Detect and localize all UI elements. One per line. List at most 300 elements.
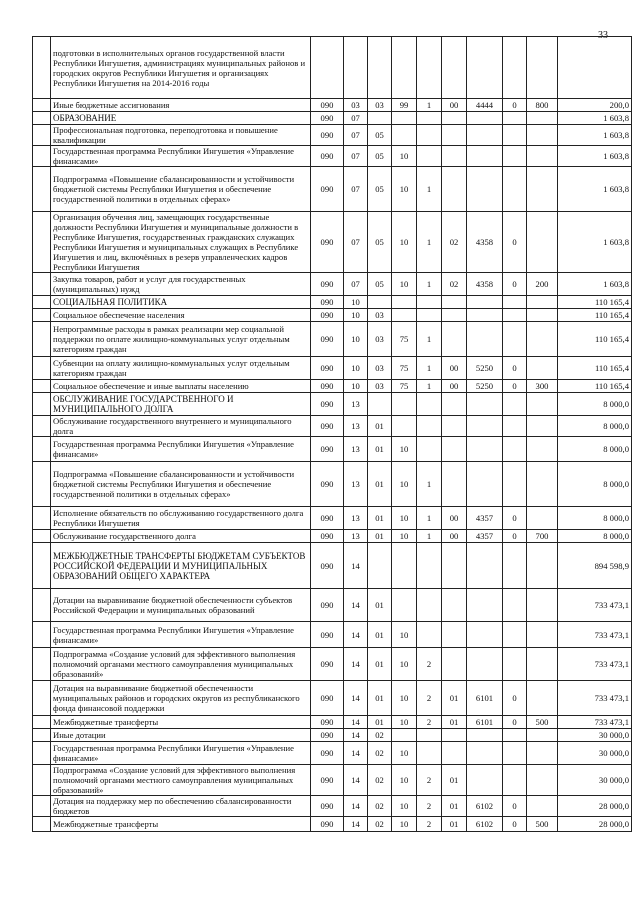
row-code: 10: [344, 357, 368, 380]
row-sum: [558, 37, 632, 99]
table-row: [33, 648, 632, 681]
table-row: [33, 37, 632, 99]
row-sum: 30 000,0: [558, 729, 632, 742]
row-code: [503, 462, 527, 507]
row-sum: 8 000,0: [558, 416, 632, 437]
row-code: 02: [368, 817, 392, 832]
row-code: 2: [417, 817, 442, 832]
row-code: [368, 37, 392, 99]
row-code: [503, 167, 527, 212]
row-name: Подпрограмма «Создание условий для эффективного выполнения полномочий органами местного самоуправления муниципальных образований»: [51, 648, 311, 681]
row-code: 4444: [467, 99, 503, 112]
row-name: Закупка товаров, работ и услуг для государственных (муниципальных) нужд: [51, 273, 311, 296]
row-code: [417, 125, 442, 146]
row-name: МЕЖБЮДЖЕТНЫЕ ТРАНСФЕРТЫ БЮДЖЕТАМ СУБЪЕКТОВ РОССИЙСКОЙ ФЕДЕРАЦИИ И МУНИЦИПАЛЬНЫХ ОБРАЗОВАНИЙ ОБЩЕГО ХАРАКТЕРА: [51, 543, 311, 589]
row-code: [527, 765, 558, 796]
row-name: Исполнение обязательств по обслуживанию государственного долга Республики Ингушетия: [51, 507, 311, 530]
table-row: [33, 322, 632, 357]
row-code: [467, 125, 503, 146]
row-blank-cell: [33, 589, 51, 622]
row-sum: 28 000,0: [558, 817, 632, 832]
row-blank-cell: [33, 37, 51, 99]
row-code: [527, 322, 558, 357]
row-code: [527, 146, 558, 167]
table-row: [33, 357, 632, 380]
row-blank-cell: [33, 437, 51, 462]
row-code: [392, 416, 417, 437]
row-code: 0: [503, 380, 527, 393]
row-code: 090: [311, 765, 344, 796]
row-name: Подпрограмма «Повышение сбалансированности и устойчивости бюджетной системы Республики Ингушетия и обеспечение государственной политики в отдельных сферах»: [51, 462, 311, 507]
row-code: 0: [503, 357, 527, 380]
table-row: [33, 167, 632, 212]
row-code: [503, 309, 527, 322]
row-name: Государственная программа Республики Ингушетия «Управление финансами»: [51, 146, 311, 167]
row-name: Государственная программа Республики Ингушетия «Управление финансами»: [51, 437, 311, 462]
row-sum: 200,0: [558, 99, 632, 112]
row-name: Межбюджетные трансферты: [51, 716, 311, 729]
row-blank-cell: [33, 530, 51, 543]
row-code: 2: [417, 716, 442, 729]
row-code: [442, 622, 467, 648]
row-code: [527, 589, 558, 622]
row-code: 00: [442, 99, 467, 112]
row-code: [503, 112, 527, 125]
row-blank-cell: [33, 112, 51, 125]
row-code: [467, 112, 503, 125]
row-blank-cell: [33, 817, 51, 832]
row-blank-cell: [33, 765, 51, 796]
row-code: [417, 37, 442, 99]
table-row: [33, 393, 632, 416]
row-code: [417, 742, 442, 765]
row-code: [311, 37, 344, 99]
row-code: 2: [417, 681, 442, 716]
row-code: 2: [417, 648, 442, 681]
row-code: 01: [368, 507, 392, 530]
row-blank-cell: [33, 273, 51, 296]
row-code: 090: [311, 99, 344, 112]
row-blank-cell: [33, 212, 51, 273]
row-sum: 110 165,4: [558, 357, 632, 380]
row-code: [503, 742, 527, 765]
row-blank-cell: [33, 309, 51, 322]
row-code: 05: [368, 146, 392, 167]
row-blank-cell: [33, 296, 51, 309]
table-row: [33, 380, 632, 393]
table-row: [33, 765, 632, 796]
row-sum: 1 603,8: [558, 212, 632, 273]
row-code: [392, 37, 417, 99]
row-code: 4358: [467, 212, 503, 273]
row-code: 01: [368, 462, 392, 507]
row-code: [392, 393, 417, 416]
row-code: [442, 729, 467, 742]
row-code: 1: [417, 99, 442, 112]
row-blank-cell: [33, 357, 51, 380]
row-code: [368, 296, 392, 309]
row-code: 01: [442, 817, 467, 832]
row-code: 01: [368, 416, 392, 437]
row-name: ОБРАЗОВАНИЕ: [51, 112, 311, 125]
row-code: [503, 765, 527, 796]
table-row: [33, 622, 632, 648]
row-code: 10: [392, 622, 417, 648]
row-code: 10: [392, 765, 417, 796]
row-code: [442, 416, 467, 437]
row-code: 090: [311, 112, 344, 125]
row-code: 14: [344, 681, 368, 716]
row-sum: 733 473,1: [558, 716, 632, 729]
row-code: [392, 543, 417, 589]
row-code: [503, 589, 527, 622]
row-code: [527, 112, 558, 125]
row-code: [467, 765, 503, 796]
row-code: [368, 112, 392, 125]
row-code: [467, 742, 503, 765]
row-code: 10: [392, 273, 417, 296]
row-code: 0: [503, 273, 527, 296]
row-code: 03: [368, 99, 392, 112]
row-code: [442, 742, 467, 765]
row-blank-cell: [33, 622, 51, 648]
row-code: [467, 296, 503, 309]
row-code: 05: [368, 167, 392, 212]
row-code: 1: [417, 507, 442, 530]
row-code: [392, 309, 417, 322]
row-code: 03: [368, 322, 392, 357]
row-code: 090: [311, 796, 344, 817]
row-code: 10: [344, 322, 368, 357]
row-code: 13: [344, 507, 368, 530]
row-code: [344, 37, 368, 99]
row-code: [527, 37, 558, 99]
row-code: [503, 543, 527, 589]
row-code: [442, 393, 467, 416]
row-code: 07: [344, 112, 368, 125]
row-code: 2: [417, 796, 442, 817]
row-code: 10: [392, 530, 417, 543]
row-code: [368, 543, 392, 589]
row-code: 090: [311, 817, 344, 832]
row-code: 00: [442, 357, 467, 380]
row-name: Подпрограмма «Повышение сбалансированности и устойчивости бюджетной системы Республики Ингушетия и обеспечение государственной политики в отдельных сферах»: [51, 167, 311, 212]
row-code: [392, 589, 417, 622]
row-code: 10: [392, 462, 417, 507]
row-code: [442, 322, 467, 357]
row-code: 13: [344, 393, 368, 416]
table-row: [33, 742, 632, 765]
row-code: 4358: [467, 273, 503, 296]
table-row: [33, 437, 632, 462]
row-code: [503, 125, 527, 146]
table-row: [33, 273, 632, 296]
row-code: [503, 393, 527, 416]
row-code: [467, 437, 503, 462]
row-blank-cell: [33, 393, 51, 416]
row-code: [442, 296, 467, 309]
row-code: [503, 437, 527, 462]
row-code: 700: [527, 530, 558, 543]
row-code: 13: [344, 437, 368, 462]
row-code: 05: [368, 212, 392, 273]
table-row: [33, 416, 632, 437]
row-name: Социальное обеспечение населения: [51, 309, 311, 322]
row-blank-cell: [33, 507, 51, 530]
row-code: 090: [311, 543, 344, 589]
row-name: Профессиональная подготовка, переподготовка и повышение квалификации: [51, 125, 311, 146]
row-code: 02: [442, 273, 467, 296]
row-code: 090: [311, 416, 344, 437]
row-code: 0: [503, 716, 527, 729]
row-code: 500: [527, 716, 558, 729]
row-code: 0: [503, 796, 527, 817]
row-code: 0: [503, 817, 527, 832]
row-name: Дотация на поддержку мер по обеспечению сбалансированности бюджетов: [51, 796, 311, 817]
row-code: 1: [417, 212, 442, 273]
row-blank-cell: [33, 125, 51, 146]
row-code: [527, 167, 558, 212]
row-code: 090: [311, 273, 344, 296]
row-code: 02: [368, 765, 392, 796]
table-row: [33, 125, 632, 146]
row-code: 090: [311, 393, 344, 416]
row-code: 1: [417, 322, 442, 357]
row-code: 5250: [467, 357, 503, 380]
budget-table: [32, 36, 632, 832]
row-sum: 30 000,0: [558, 765, 632, 796]
row-name: Обслуживание государственного внутреннего и муниципального долга: [51, 416, 311, 437]
row-code: [417, 112, 442, 125]
row-code: 10: [392, 167, 417, 212]
row-name: Иные бюджетные ассигнования: [51, 99, 311, 112]
row-code: 090: [311, 167, 344, 212]
table-row: [33, 146, 632, 167]
table-row: [33, 309, 632, 322]
row-code: [368, 393, 392, 416]
row-code: 75: [392, 322, 417, 357]
row-code: [467, 167, 503, 212]
row-code: 14: [344, 716, 368, 729]
row-code: 01: [368, 648, 392, 681]
row-code: 75: [392, 357, 417, 380]
row-code: 14: [344, 543, 368, 589]
row-name: Государственная программа Республики Ингушетия «Управление финансами»: [51, 742, 311, 765]
row-code: [442, 543, 467, 589]
row-code: 090: [311, 125, 344, 146]
row-code: [527, 125, 558, 146]
table-row: [33, 543, 632, 589]
row-code: 14: [344, 589, 368, 622]
row-code: 03: [368, 380, 392, 393]
row-code: 02: [368, 729, 392, 742]
row-code: 0: [503, 530, 527, 543]
row-code: 01: [442, 681, 467, 716]
row-code: [467, 37, 503, 99]
table-row: [33, 112, 632, 125]
row-code: [467, 146, 503, 167]
row-blank-cell: [33, 543, 51, 589]
row-sum: 733 473,1: [558, 622, 632, 648]
row-code: 090: [311, 622, 344, 648]
row-code: 07: [344, 146, 368, 167]
row-blank-cell: [33, 380, 51, 393]
row-sum: 1 603,8: [558, 273, 632, 296]
row-code: [442, 589, 467, 622]
row-code: 10: [392, 212, 417, 273]
row-sum: 30 000,0: [558, 742, 632, 765]
row-code: 1: [417, 357, 442, 380]
row-code: 00: [442, 530, 467, 543]
row-name: Иные дотации: [51, 729, 311, 742]
row-code: 090: [311, 648, 344, 681]
table-row: [33, 681, 632, 716]
row-code: 07: [344, 167, 368, 212]
row-code: 090: [311, 729, 344, 742]
row-name: Дотация на выравнивание бюджетной обеспеченности муниципальных районов и городских округов из республиканского фонда финансовой поддержки: [51, 681, 311, 716]
row-code: [527, 648, 558, 681]
row-code: [467, 589, 503, 622]
row-sum: 8 000,0: [558, 530, 632, 543]
row-code: [417, 543, 442, 589]
row-code: 14: [344, 796, 368, 817]
row-name: Организация обучения лиц, замещающих государственные должности Республики Ингушетия и муниципальные должности в Республике Ингушетия, государственных гражданских служащих Республики Ингушетия и муниципальных служащих в Республике Ингушетия и лиц, включённых в резерв управленческих кадров Республики Ингушетия: [51, 212, 311, 273]
row-code: 10: [392, 437, 417, 462]
row-code: [527, 507, 558, 530]
row-code: 090: [311, 212, 344, 273]
row-code: 090: [311, 530, 344, 543]
row-code: 01: [368, 589, 392, 622]
row-code: [442, 309, 467, 322]
row-code: [527, 416, 558, 437]
row-code: 090: [311, 681, 344, 716]
row-sum: 1 603,8: [558, 167, 632, 212]
row-code: 05: [368, 273, 392, 296]
row-sum: 8 000,0: [558, 437, 632, 462]
row-code: [503, 37, 527, 99]
row-code: 090: [311, 589, 344, 622]
table-row: [33, 729, 632, 742]
row-sum: 8 000,0: [558, 507, 632, 530]
row-code: 10: [392, 716, 417, 729]
row-code: [527, 296, 558, 309]
row-code: 14: [344, 729, 368, 742]
row-sum: 733 473,1: [558, 648, 632, 681]
row-code: [417, 589, 442, 622]
row-code: 01: [368, 530, 392, 543]
row-blank-cell: [33, 462, 51, 507]
row-code: 01: [442, 716, 467, 729]
row-code: 1: [417, 273, 442, 296]
row-code: 6102: [467, 796, 503, 817]
row-code: 090: [311, 742, 344, 765]
row-code: 5250: [467, 380, 503, 393]
row-code: [503, 322, 527, 357]
row-name: Социальное обеспечение и иные выплаты населению: [51, 380, 311, 393]
row-blank-cell: [33, 322, 51, 357]
row-code: 10: [392, 796, 417, 817]
row-blank-cell: [33, 742, 51, 765]
row-code: 03: [368, 357, 392, 380]
table-row: [33, 589, 632, 622]
row-blank-cell: [33, 716, 51, 729]
row-name: Подпрограмма «Создание условий для эффективного выполнения полномочий органами местного самоуправления муниципальных образований»: [51, 765, 311, 796]
row-name: ОБСЛУЖИВАНИЕ ГОСУДАРСТВЕННОГО И МУНИЦИПАЛЬНОГО ДОЛГА: [51, 393, 311, 416]
row-code: [392, 112, 417, 125]
row-blank-cell: [33, 796, 51, 817]
row-code: 02: [368, 742, 392, 765]
row-code: 090: [311, 716, 344, 729]
row-code: [503, 416, 527, 437]
row-code: [527, 681, 558, 716]
row-code: 14: [344, 817, 368, 832]
row-code: [442, 112, 467, 125]
table-row: [33, 796, 632, 817]
row-code: 0: [503, 99, 527, 112]
row-code: 03: [344, 99, 368, 112]
row-code: 01: [368, 681, 392, 716]
row-code: 01: [368, 437, 392, 462]
row-code: 300: [527, 380, 558, 393]
row-code: [467, 729, 503, 742]
row-blank-cell: [33, 648, 51, 681]
table-row: [33, 99, 632, 112]
row-code: 10: [344, 380, 368, 393]
row-code: 6101: [467, 681, 503, 716]
table-row: [33, 716, 632, 729]
row-code: 500: [527, 817, 558, 832]
row-code: [417, 146, 442, 167]
row-blank-cell: [33, 167, 51, 212]
row-code: 07: [344, 273, 368, 296]
row-code: 4357: [467, 530, 503, 543]
row-code: 00: [442, 507, 467, 530]
row-code: 1: [417, 462, 442, 507]
table-row: [33, 817, 632, 832]
row-code: 1: [417, 530, 442, 543]
row-code: 02: [368, 796, 392, 817]
row-code: [392, 729, 417, 742]
row-code: 10: [392, 648, 417, 681]
row-code: 4357: [467, 507, 503, 530]
row-code: 13: [344, 462, 368, 507]
table-row: [33, 462, 632, 507]
row-name: Межбюджетные трансферты: [51, 817, 311, 832]
row-code: 10: [392, 146, 417, 167]
row-blank-cell: [33, 681, 51, 716]
row-name: Непрограммные расходы в рамках реализации мер социальной поддержки по оплате жилищно-коммунальных услуг отдельным категориям граждан: [51, 322, 311, 357]
row-code: 10: [392, 507, 417, 530]
row-code: [442, 437, 467, 462]
row-code: [417, 437, 442, 462]
row-code: 0: [503, 507, 527, 530]
row-code: [503, 622, 527, 648]
row-code: [417, 296, 442, 309]
row-code: [392, 125, 417, 146]
row-code: [417, 309, 442, 322]
row-code: [467, 648, 503, 681]
row-code: [467, 322, 503, 357]
row-code: 090: [311, 437, 344, 462]
row-code: [442, 462, 467, 507]
row-code: 13: [344, 416, 368, 437]
row-code: [442, 167, 467, 212]
row-code: 10: [392, 681, 417, 716]
row-sum: 733 473,1: [558, 681, 632, 716]
row-sum: 110 165,4: [558, 309, 632, 322]
row-code: 99: [392, 99, 417, 112]
row-code: [467, 622, 503, 648]
